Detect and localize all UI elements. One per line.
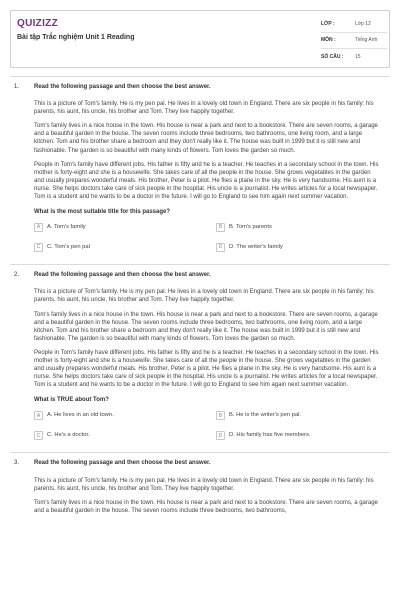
question-1: [0, 77, 400, 264]
quizizz-logo: QUIZIZZ: [17, 18, 58, 29]
meta-label: MÔN :: [321, 37, 336, 44]
meta-row-subject: [321, 33, 387, 49]
passage-paragraph: This is a picture of Tom's family. He is my pen pal. He lives in a lovely old town in England. There are six people in his family: his parents, his aunt, his uncle, his brother and Tom. They live happily together.: [34, 101, 374, 116]
option-text: A. Tom's family: [47, 223, 86, 230]
passage-paragraph: This is a picture of Tom's family. He is my pen pal. He lives in a lovely old town in England. There are six people in his family: his parents, his aunt, his uncle, his brother and Tom. They live happily together.: [34, 477, 374, 492]
option-a[interactable]: [34, 411, 216, 420]
option-text: C. Tom's pen pal: [47, 243, 90, 250]
option-text: D. The writer's family: [229, 243, 283, 250]
option-letter-box: D: [216, 243, 225, 252]
option-text: C. He's a doctor.: [47, 432, 90, 439]
question-text: What is the most suitable title for this passage?: [34, 209, 171, 216]
answer-options: [34, 223, 380, 252]
option-letter-box: C: [34, 243, 43, 252]
worksheet-header: [10, 10, 390, 68]
meta-label: LỚP :: [321, 21, 335, 28]
question-instruction: Read the following passage and then choose the best answer.: [34, 272, 211, 279]
option-text: B. Tom's parents: [229, 223, 272, 230]
question-number: 3.: [14, 460, 20, 467]
question-instruction: Read the following passage and then choose the best answer.: [34, 460, 211, 467]
option-letter-box: B: [216, 411, 225, 420]
option-text: D. His family has five members.: [229, 432, 311, 439]
question-number: 2.: [14, 272, 20, 279]
option-c[interactable]: [34, 431, 216, 440]
passage-paragraph: People in Tom's family have different jobs. His father is fifty and he is a teacher. He teaches in a secondary school in the town. His mother is forty-eight and she is a housewife. She takes care of all the people in the house. She grows vegetables in the garden and usually prepares wonderful meals. His brother, Peter is a pilot. He flies a plane in the sky. He is very handsome. His aunt is a nurse. She helps doctors take care of sick people in the hospital. His uncle is a journalist. He writes articles for a local newspaper. Tom is a student and he wants to be a doctor in the future. I will go to England to see him again next summer vacation.: [34, 349, 379, 389]
meta-label: SỐ CÂU :: [321, 53, 344, 60]
option-letter-box: B: [216, 223, 225, 232]
option-d[interactable]: [216, 243, 376, 252]
meta-row-count: [321, 49, 387, 65]
option-letter-box: A: [34, 223, 43, 232]
option-a[interactable]: [34, 223, 216, 232]
passage-paragraph: Tom's family lives in a nice house in the town. His house is near a park and next to a bookstore. There are seven rooms, a garage and a beautiful garden in the house. The seven rooms include three bedrooms, two bathrooms, one living room, and a large kitchen. Tom and his brother share a bedroom and they don't really like it. The house was built in 1999 but it is still new and fashionable. The garden is so beautiful with many kinds of flowers. Tom loves the garden so much.: [34, 311, 378, 342]
question-list: [0, 76, 400, 529]
option-letter-box: D: [216, 431, 225, 440]
question-text: What is TRUE about Tom?: [34, 397, 109, 404]
meta-row-class: [321, 17, 387, 33]
answer-options: [34, 411, 380, 440]
question-2: [0, 265, 400, 452]
meta-value: 15: [355, 53, 361, 60]
option-letter-box: C: [34, 431, 43, 440]
worksheet-title: Bài tập Trắc nghiệm Unit 1 Reading: [17, 34, 135, 41]
option-text: B. He is the writer's pen pal.: [229, 412, 301, 419]
meta-value: Lớp 12: [355, 21, 371, 28]
meta-value: Tiếng Anh: [355, 37, 378, 44]
option-b[interactable]: [216, 411, 376, 420]
option-b[interactable]: [216, 223, 376, 232]
passage-paragraph: Tom's family lives in a nice house in the town. His house is near a park and next to a bookstore. There are seven rooms, a garage and a beautiful garden in the house. The seven rooms include three bedrooms, two bathrooms,: [34, 499, 378, 514]
question-instruction: Read the following passage and then choose the best answer.: [34, 84, 211, 90]
option-c[interactable]: [34, 243, 216, 252]
option-d[interactable]: [216, 431, 376, 440]
option-letter-box: A: [34, 411, 43, 420]
passage-paragraph: People in Tom's family have different jobs. His father is fifty and he is a teacher. He teaches in a secondary school in the town. His mother is forty-eight and she is a housewife. She takes care of all the people in the house. She grows vegetables in the garden and usually prepares wonderful meals. His brother, Peter is a pilot. He flies a plane in the sky. He is very handsome. His aunt is a nurse. She helps doctors take care of sick people in the hospital. His uncle is a journalist. He writes articles for a local newspaper. Tom is a student and he wants to be a doctor in the future. I will go to England to see him again next summer vacation.: [34, 161, 379, 201]
option-text: A. He lives in an old town.: [47, 412, 114, 419]
question-number: 1.: [14, 84, 20, 90]
question-3: [0, 453, 400, 528]
worksheet-meta: [321, 17, 387, 65]
passage-paragraph: This is a picture of Tom's family. He is my pen pal. He lives in a lovely old town in England. There are six people in his family: his parents, his aunt, his uncle, his brother and Tom. They live happily together.: [34, 289, 374, 304]
passage-paragraph: Tom's family lives in a nice house in the town. His house is near a park and next to a bookstore. There are seven rooms, a garage and a beautiful garden in the house. The seven rooms include three bedrooms, two bathrooms, one living room, and a large kitchen. Tom and his brother share a bedroom and they don't really like it. The house was built in 1999 but it is still new and fashionable. The garden is so beautiful with many kinds of flowers. Tom loves the garden so much.: [34, 123, 378, 154]
